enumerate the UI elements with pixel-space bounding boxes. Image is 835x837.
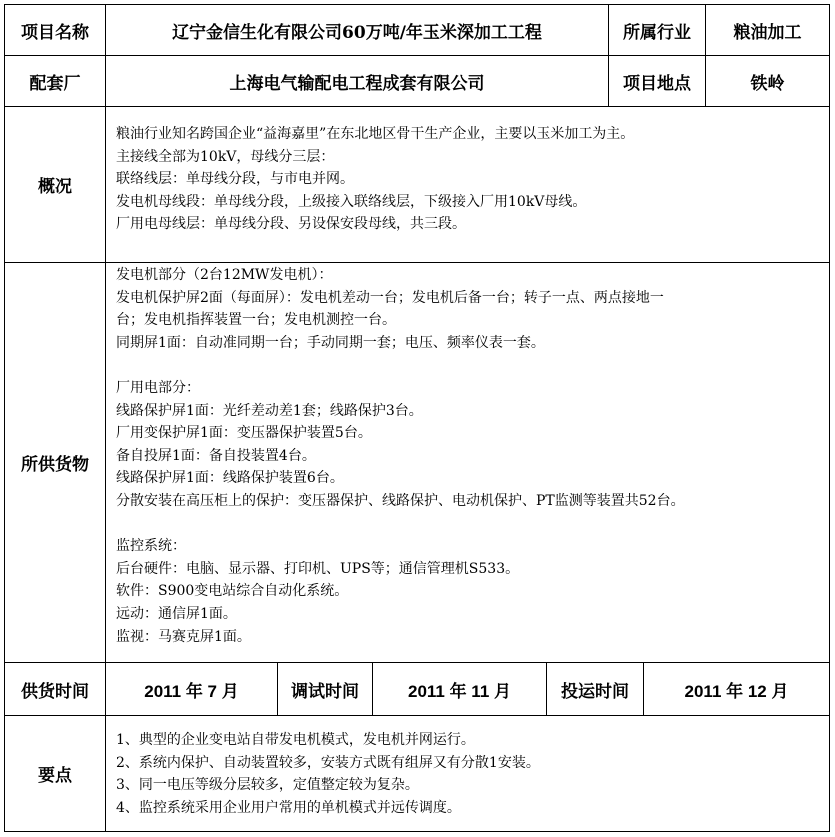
supply-content (105, 262, 830, 663)
blank-line (116, 354, 823, 377)
project-info-table (4, 4, 830, 832)
supply-line: 软件：S900变电站综合自动化系统。 (116, 583, 349, 600)
overview-content (105, 106, 830, 263)
key-points-label: 要点 (4, 715, 106, 832)
supply-line: 厂用变保护屏1面：变压器保护装置5台。 (116, 425, 372, 442)
overview-line: 厂用电母线层：单母线分段、另设保安段母线，共三段。 (116, 216, 466, 233)
supply-line: 监视：马赛克屏1面。 (116, 628, 251, 645)
supply-time-value: 2011 年 7 月 (105, 662, 278, 716)
overview-line: 粮油行业知名跨国企业“益海嘉里”在东北地区骨干生产企业，主要以玉米加工为主。 (116, 126, 635, 142)
supply-line: 厂用电部分： (116, 379, 200, 396)
supply-line: 备自投屏1面：备自投装置4台。 (116, 447, 316, 464)
supply-line: 线路保护屏1面：光纤差动差1套；线路保护3台。 (116, 402, 423, 419)
operation-time-label: 投运时间 (546, 662, 644, 716)
location-label: 项目地点 (608, 55, 706, 107)
debug-time-value: 2011 年 11 月 (372, 662, 547, 716)
overview-line: 主接线全部为10kV，母线分三层： (116, 148, 335, 165)
supply-line: 分散安装在高压柜上的保护：变压器保护、线路保护、电动机保护、PT监测等装置共52台。 (116, 492, 685, 509)
supply-line: 监控系统： (116, 538, 186, 555)
industry-value: 粮油加工 (705, 4, 830, 56)
supply-line: 发电机部分（2台12MW发电机）： (116, 267, 333, 283)
supply-line: 发电机保护屏2面（每面屏）：发电机差动一台；发电机后备一台；转子一点、两点接地一 (116, 289, 664, 306)
operation-time-value: 2011 年 12 月 (643, 662, 830, 716)
blank-line (116, 513, 823, 536)
factory-label: 配套厂 (4, 55, 106, 107)
overview-line: 发电机母线段：单母线分段，上级接入联络线层，下级接入厂用10kV母线。 (116, 193, 587, 210)
supply-time-label: 供货时间 (4, 662, 106, 716)
industry-label: 所属行业 (608, 4, 706, 56)
key-points-content (105, 715, 830, 832)
overview-label: 概况 (4, 106, 106, 263)
supply-line: 远动：通信屏1面。 (116, 605, 237, 622)
key-point-line: 3、同一电压等级分层较多，定值整定较为复杂。 (116, 777, 419, 794)
key-point-line: 2、系统内保护、自动装置较多，安装方式既有组屏又有分散1安装。 (116, 754, 540, 771)
factory-value: 上海电气输配电工程成套有限公司 (105, 55, 609, 107)
key-point-line: 4、监控系统采用企业用户常用的单机模式并远传调度。 (116, 799, 461, 816)
supply-line: 后台硬件：电脑、显示器、打印机、UPS等；通信管理机S533。 (116, 560, 520, 577)
key-point-line: 1、典型的企业变电站自带发电机模式，发电机并网运行。 (116, 732, 475, 748)
overview-line: 联络线层：单母线分段，与市电并网。 (116, 171, 354, 188)
supply-line: 同期屏1面：自动准同期一台；手动同期一套；电压、频率仪表一套。 (116, 334, 545, 351)
location-value: 铁岭 (705, 55, 830, 107)
project-name-value: 辽宁金信生化有限公司60万吨/年玉米深加工工程 (105, 4, 609, 56)
debug-time-label: 调试时间 (277, 662, 373, 716)
project-name-label: 项目名称 (4, 4, 106, 56)
supply-label: 所供货物 (4, 262, 106, 663)
supply-line: 线路保护屏1面：线路保护装置6台。 (116, 470, 344, 487)
supply-line: 台；发电机指挥装置一台；发电机测控一台。 (116, 312, 396, 329)
